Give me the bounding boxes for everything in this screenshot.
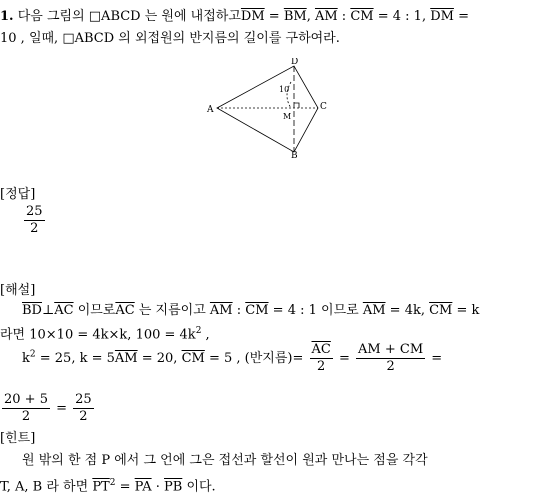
sol-f4-num: 25 [75,392,92,407]
sol-eq-1: = [334,351,355,366]
sol-f4-den: 2 [79,409,88,424]
sol-eq-2: = [427,351,443,366]
answer-fraction [24,204,45,237]
comma: , [306,9,315,24]
answer-den: 2 [30,221,39,236]
sol-t6: = k [452,303,480,318]
problem-text: 다음 그림의 □ABCD 는 원에 내접하고 [17,9,241,24]
sol-ac-2: $\overline{AC}$ [115,303,135,318]
solution-label: [해설] [0,283,36,298]
sol-k-exp: 2 [29,349,36,360]
sol-t5: = 4k, [385,303,430,318]
sol-f2-den: 2 [386,359,395,374]
sol-f3-den: 2 [21,409,31,424]
sol-t1: 이므로 [73,303,116,318]
sol-bd: $\overline{BD}$ [22,303,42,318]
problem-number: 1. [0,9,14,24]
hint-pt: $\overline{PT}$ [92,479,110,495]
hint-pre: T, A, B 라 하면 [0,479,93,495]
sol-t3: : [232,303,246,318]
sol-f2-num: AM + CM [358,342,424,357]
hint-line-1: 원 밖의 한 점 P 에서 그 언에 그은 접선과 할선이 원과 만나는 점을 각각 [22,453,428,468]
sol-f1-num: $\overline{AC}$ [311,342,331,357]
segment-cm: $\overline{CM}$ [350,9,374,24]
hint-dot: · [151,479,164,495]
sol-ac: $\overline{AC}$ [54,303,74,318]
sol-eq-3: = [51,401,72,416]
solution-line-4 [0,392,96,425]
label-ten: 10 [279,85,290,94]
answer-num: 25 [26,204,43,219]
sol-line2-tail: , [201,327,210,343]
sol-line2-exp: 2 [195,326,202,336]
sol-t2: 는 지름이고 [134,303,210,318]
sol-l3a: = 25, k = 5 [35,351,115,366]
quadrilateral-figure [205,58,335,158]
sol-l3c: = 5 , (반지름)= [204,351,308,366]
hint-tail: 이다. [182,479,216,495]
hint-pb: $\overline{PB}$ [164,479,183,495]
solution-line-2 [0,322,210,344]
hint-sq: 2 [109,478,116,488]
sol-am: $\overline{AM}$ [209,303,233,318]
sol-frac-2 [356,342,425,375]
sol-k: k [22,351,30,366]
sol-line2: 라면 10×10 = 4k×k, 100 = 4k [0,327,196,343]
sol-am-2: $\overline{AM}$ [362,303,386,318]
answer-value [22,204,47,237]
sol-frac-1 [310,342,333,375]
sol-am-3: $\overline{AM}$ [114,351,138,366]
sol-f1-den: 2 [317,359,326,374]
sol-f3-num: 20 + 5 [4,392,48,407]
answer-label: [정답] [0,187,36,202]
sol-perp: ⊥ [41,303,55,318]
segment-dm-2: $\overline{DM}$ [430,9,454,24]
sol-cm-3: $\overline{CM}$ [181,351,205,366]
hint-eq: = [115,479,135,495]
label-a: A [207,105,214,115]
sol-frac-3 [2,392,50,425]
problem-line-2 [0,30,340,48]
problem-line-1 [0,8,469,26]
solution-line-3 [0,342,442,375]
solution-line-1 [0,302,479,320]
ratio: = 4 : 1, [373,9,431,24]
hint-label: [힌트] [0,431,36,446]
sol-cm-2: $\overline{CM}$ [429,303,453,318]
eq: = [264,9,284,24]
sol-t4: = 4 : 1 이므로 [268,303,363,318]
colon: : [337,9,351,24]
sol-l3b: = 20, [137,351,182,366]
eq-2: = [453,9,469,24]
segment-am: $\overline{AM}$ [314,9,338,24]
sol-frac-4 [73,392,94,425]
problem-text-2: 10 , 일때, □ABCD 의 외접원의 반지름의 길이를 구하여라. [0,31,340,46]
label-d: D [291,58,299,67]
label-c: C [320,102,327,112]
hint-line-2 [0,474,216,496]
segment-bm: $\overline{BM}$ [283,9,307,24]
segment-dm: $\overline{DM}$ [240,9,265,24]
sol-cm: $\overline{CM}$ [245,303,269,318]
label-b: B [291,151,298,158]
hint-pa: $\overline{PA}$ [134,479,152,495]
label-m: M [283,112,292,121]
